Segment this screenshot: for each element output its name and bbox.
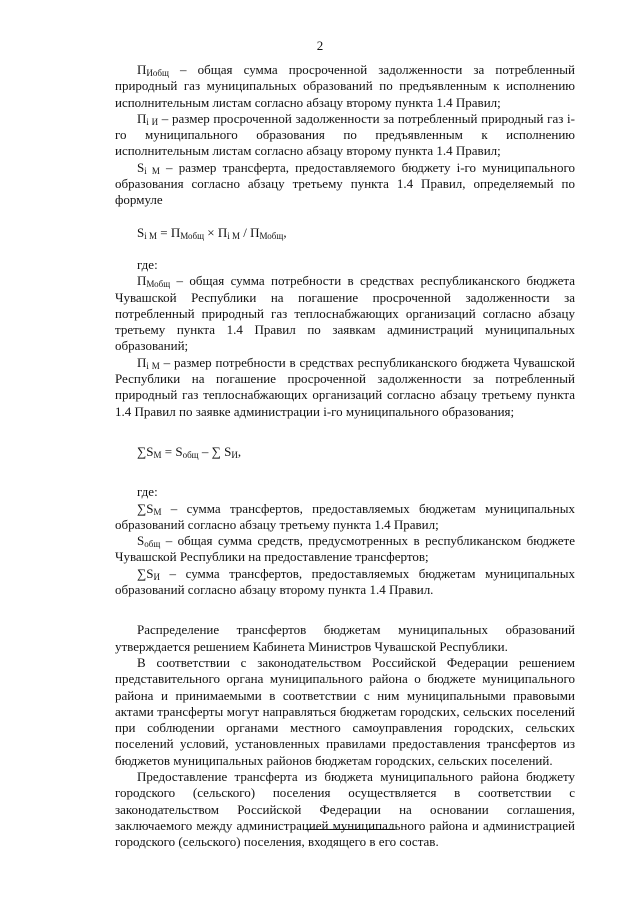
definition-p-im: $П_{i М}$ – размер потребности в средствах республиканского бюджета Чувашской Республики на погашение просроченной задолженности за потребленный природный газ теплоснабжающих организаций согласно абзацу третьему пункта 1.4 Правил по заявке администрации i-го муниципального образования; [115,354,575,419]
paragraph-distribution: Распределение трансфертов бюджетам муниципальных образований утверждается решением Кабинета Министров Чувашской Республики. [115,622,575,654]
definition-s-im: $S_{i М}$ – размер трансферта, предоставляемого бюджету i-го муниципального образования согласно абзацу третьему пункта 1.4 Правил, определяемый по формуле [115,159,575,208]
end-divider [305,829,395,830]
definition-s-obsh: $S_{общ}$ – общая сумма средств, предусмотренных в республиканском бюджете Чувашской Республики на предоставление трансфертов; [115,533,575,565]
definition-sum-si: $\sum S_И$ – сумма трансфертов, предоставляемых бюджетам муниципальных образований согласно абзацу второму пункта 1.4 Правил. [115,565,575,598]
definition-p-iobsh: $П_{Иобщ}$ – общая сумма просроченной задолженности за потребленный природный газ муниципальных образований по предъявленным к исполнению исполнительным листам согласно абзацу второму пункта 1.4 Правил; [115,62,575,110]
paragraph-legislation: В соответствии с законодательством Российской Федерации решением представительного органа муниципального района о бюджете муниципального района и принимаемыми в соответствии с ним муниципальными правовыми актами трансферты могут направляться бюджетам городских, сельских поселений при соблюдении органами местного самоуправления городских, сельских поселений условий, установленных правилами предоставления трансфертов из бюджетов муниципальных районов бюджетам городских, сельских поселений. [115,654,575,768]
document-body [115,62,575,850]
where-label-2: где: [137,484,158,500]
definition-p-mobsh: $П_{Мобщ}$ – общая сумма потребности в средствах республиканского бюджета Чувашской Республики на погашение просроченной задолженности за потребленный природный газ теплоснабжающих организаций согласно абзацу третьему пункта 1.4 Правил по заявкам администраций муниципальных образований; [115,273,575,354]
definition-sum-sm: $\sum S_М$ – сумма трансфертов, предоставляемых бюджетам муниципальных образований согласно абзацу третьему пункта 1.4 Правил; [115,500,575,532]
formula-transfer-share: $S_{i М} = П_{Мобщ} \times П_{i М} / П_{Мобщ}$, [137,224,287,241]
page-number: 2 [316,38,324,53]
where-label-1: где: [137,256,158,272]
paragraph-provision: Предоставление трансферта из бюджета муниципального района бюджету городского (сельского) поселения осуществляется в соответствии с законодательством Российской Федерации на основании соглашения, заключаемого между администрацией муниципального района и администрацией городского (сельского) поселения, входящего в его состав. [115,768,575,850]
definition-p-ii: $П_{i И}$ – размер просроченной задолженности за потребленный природный газ i-го муниципального образования по предъявленным к исполнению исполнительным листам согласно абзацу второму пункта 1.4 Правил; [115,110,576,159]
formula-sum-transfers: $\sum S_М = S_{общ}$ – ∑ $S_И$, [137,443,242,460]
